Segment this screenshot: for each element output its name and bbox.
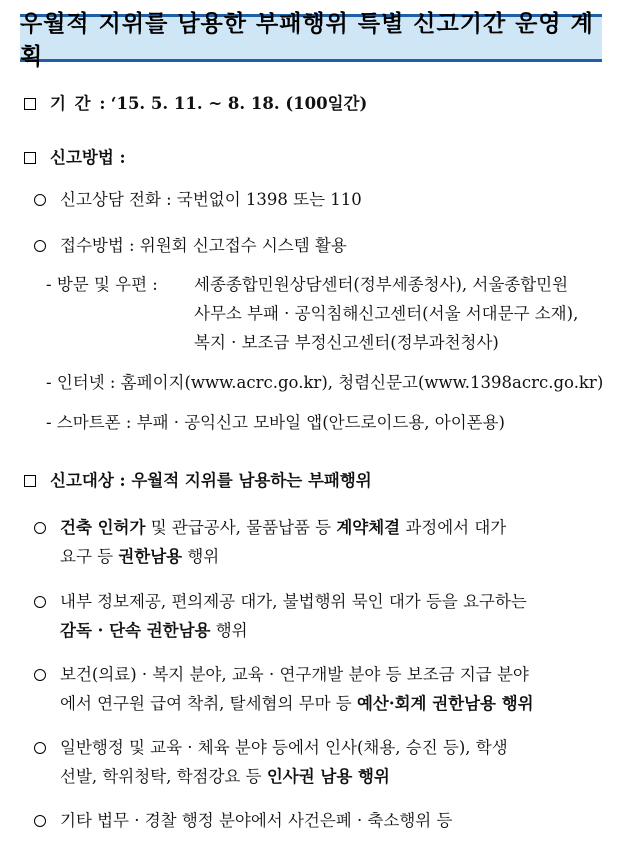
phone-text: 신고상담 전화 : 국번없이 1398 또는 110 <box>60 190 362 209</box>
square-bullet-icon <box>24 98 36 110</box>
target-item-2-cont: 감독 · 단속 권한남용 행위 <box>60 621 248 640</box>
title-banner <box>20 11 602 70</box>
target-item-1: 건축 인허가 및 관급공사, 물품납품 등 계약체결 과정에서 대가 <box>34 517 506 539</box>
visit-label: - 방문 및 우편 : <box>46 275 158 294</box>
smartphone-row: - 스마트폰 : 부패 · 공익신고 모바일 앱(안드로이드용, 아이폰용) <box>46 413 505 432</box>
period-label: 기 간 : <box>50 94 106 113</box>
phone-row <box>34 189 362 211</box>
page-title: 우월적 지위를 남용한 부패행위 특별 신고기간 운영 계획 <box>20 11 594 70</box>
receipt-row <box>34 235 347 257</box>
period-row <box>24 93 367 115</box>
target-item-3: 보건(의료) · 복지 분야, 교육 · 연구개발 분야 등 보조금 지급 분야 <box>34 664 529 686</box>
circle-bullet-icon <box>34 596 46 608</box>
targets-heading-row <box>24 470 372 492</box>
circle-bullet-icon <box>34 194 46 206</box>
internet-row: - 인터넷 : 홈페이지(www.acrc.go.kr), 청렴신문고(www.1398acrc.go.kr) <box>46 373 604 392</box>
target-item-4-cont: 선발, 학위청탁, 학점강요 등 인사권 남용 행위 <box>60 767 390 786</box>
circle-bullet-icon <box>34 742 46 754</box>
visit-line-1: 세종종합민원상담센터(정부세종청사), 서울종합민원 <box>194 275 569 294</box>
circle-bullet-icon <box>34 669 46 681</box>
methods-heading-row <box>24 147 126 169</box>
square-bullet-icon <box>24 475 36 487</box>
target-item-4: 일반행정 및 교육 · 체육 분야 등에서 인사(채용, 승진 등), 학생 <box>34 737 508 759</box>
receipt-text: 접수방법 : 위원회 신고접수 시스템 활용 <box>60 236 347 255</box>
visit-line-3: 복지 · 보조금 부정신고센터(정부과천청사) <box>194 333 499 352</box>
methods-heading: 신고방법 : <box>50 148 126 167</box>
targets-heading: 신고대상 : 우월적 지위를 남용하는 부패행위 <box>50 471 372 490</box>
circle-bullet-icon <box>34 240 46 252</box>
circle-bullet-icon <box>34 522 46 534</box>
visit-line-2: 사무소 부패 · 공익침해신고센터(서울 서대문구 소재), <box>194 304 579 323</box>
target-item-2: 내부 정보제공, 편의제공 대가, 불법행위 묵인 대가 등을 요구하는 <box>34 591 527 613</box>
circle-bullet-icon <box>34 815 46 827</box>
target-item-3-cont: 에서 연구원 급여 착취, 탈세혐의 무마 등 예산·회계 권한남용 행위 <box>60 694 534 713</box>
target-item-1-cont: 요구 등 권한남용 행위 <box>60 547 220 566</box>
target-item-5: 기타 법무 · 경찰 행정 분야에서 사건은폐 · 축소행위 등 <box>34 810 452 832</box>
period-value: ‘15. 5. 11. ~ 8. 18. (100일간) <box>110 94 368 113</box>
square-bullet-icon <box>24 152 36 164</box>
